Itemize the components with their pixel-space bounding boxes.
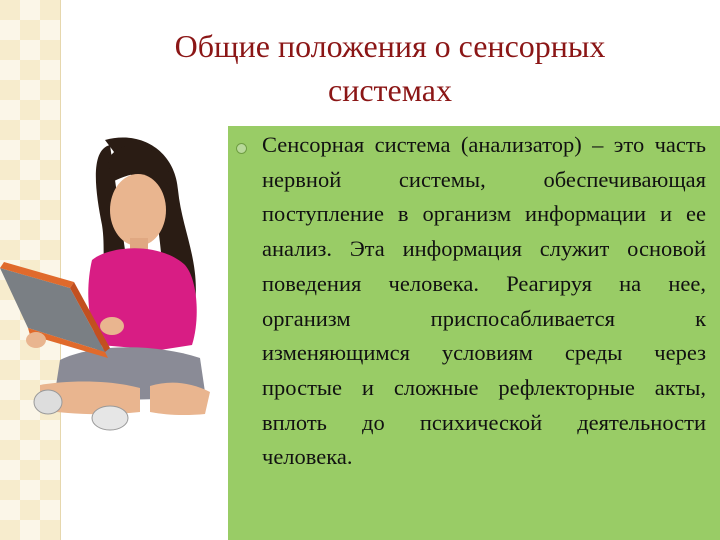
slide-title-line-1: Общие положения о сенсорных <box>174 28 606 64</box>
girl-reading-illustration <box>0 130 232 440</box>
bullet-icon <box>236 143 247 154</box>
body-text: Сенсорная система (анализатор) – это часть нервной системы, обеспечивающая поступление в организм информации и ее анализ. Эта информация служит основой поведения человека. Реагируя на нее, организм приспосабливается к изменяющимся условиям среды через простые и сложные рефлекторные акты, вплоть до психической деятельности человека. <box>262 132 706 470</box>
slide-title <box>110 24 670 112</box>
slide-title-line-2: системах <box>328 72 452 108</box>
